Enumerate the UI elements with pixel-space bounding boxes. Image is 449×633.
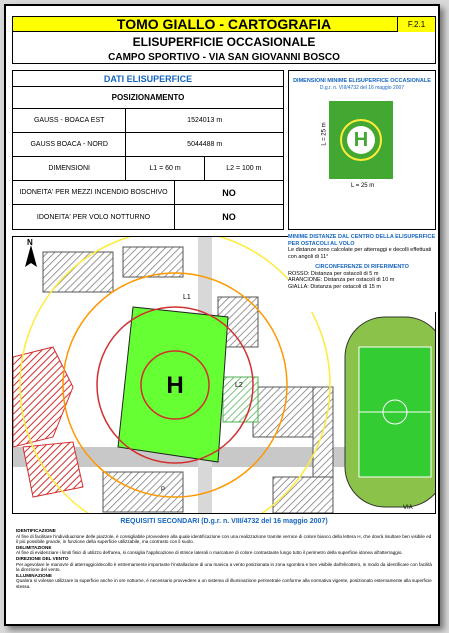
req-illuminazione-text: Qualora si volesse utilizzare la superficie anche in ore notturne, è necessario provvedere a un sistema di illuminazione perimetrale conforme alla normativa vigente, posizionato esternamente alla superficie stessa. [16,578,432,589]
req-vento-text: Per agevolare le manovre di atterraggio/decollo è estremamente importante l'installazione di una manica a vento posizionata in zona sgombra e ben visibile dall'elicottero, in modo da identificare con facilità la direzione del vento. [16,561,432,573]
req-illuminazione-title: ILLUMINAZIONE [16,572,52,578]
legend-orange: ARANCIONE: Distanza per ostacoli di 10 m [288,277,395,283]
dimension-width-label: L = 25 m [351,183,375,189]
gauss-est-value: 1524013 m [187,117,223,124]
requirements-title: REQUISITI SECONDARI (D.g.r. n. VIII/4732 del 16 maggio 2007) [120,518,328,525]
dimension-panel [288,70,436,230]
gauss-nord-value: 5044488 m [187,141,223,148]
req-identificazione-title: IDENTIFICAZIONE [16,528,56,533]
map-legend [288,234,436,312]
north-label: N [27,238,33,247]
data-table-title: DATI ELISUPERFICE [13,71,283,87]
document-code: F.2.1 [397,17,435,32]
incendio-value: NO [222,187,236,198]
header-box [12,16,436,64]
req-delimitazione-title: DELIMITAZIONE [16,544,52,550]
req-delimitazione-text: Al fine di evidenziare i limiti fisici di utilizzo dell'area, si consiglia l'applicazione di strisce laterali o marcature di colore contrastante lungo tutto il perimetro della superficie idonea all'atterraggio. [16,550,403,556]
dimension-panel-subtitle: D.g.r. n. VIII/4732 del 16 maggio 2007 [319,85,405,91]
helipad-circle [340,119,382,161]
map-h-icon: H [166,372,184,399]
notturno-value: NO [222,212,236,222]
helipad-square [329,101,393,179]
gauss-est-label: GAUSS - BOACA EST [13,109,126,132]
helipad-h-icon: H [347,126,375,154]
posizionamento-header: POSIZIONAMENTO [111,93,185,102]
legend-yellow: GIALLA: Distanza per ostacoli di 15 m [288,283,381,290]
document-subtitle: ELISUPERFICIE OCCASIONALE [132,35,316,49]
gauss-nord-label: GAUSS BOACA - NORD [13,133,126,156]
parking-label: P [161,487,166,493]
document-title: TOMO GIALLO - CARTOGRAFIA [13,17,435,32]
map-l2-label: L2 [235,382,243,389]
table-row [13,205,283,229]
dimension-length-label: L = 25 m [321,122,328,146]
legend-min-text: Le distanze sono calcolate per atterraggi e decolli effettuati con angoli di 11° [288,247,432,260]
table-row [13,133,283,157]
table-row [13,181,283,205]
table-row [13,109,283,133]
incendio-label: IDONEITA' PER MEZZI INCENDIO BOSCHIVO [13,181,175,204]
requirements-text [16,528,434,624]
dimension-l1: L1 = 60 m [126,157,204,180]
data-table [12,70,284,230]
dimension-l2: L2 = 100 m [226,165,262,172]
legend-min-title: MINIME DISTANZE DAL CENTRO DELLA ELISUPERFICE PER OSTACOLI AL VOLO [288,234,436,247]
req-identificazione-text: Al fine di facilitare l'individuazione delle piazzole, è consigliabile provvedere alla quale identificazione con una realizzazione tramite vernice di colore bianco della lettera H, che dovrà risultare ben visibile ed il più possibile grande, in funzione della superficie utilizzabile, ma contrasto con il suolo. [16,533,432,545]
document-sheet [4,4,440,626]
location-title: CAMPO SPORTIVO - VIA SAN GIOVANNI BOSCO [108,52,340,63]
req-vento-title: DIREZIONE DEL VENTO [16,555,69,561]
legend-red: ROSSO: Distanza per ostacoli di 5 m [288,270,379,277]
dimension-panel-title: DIMENSIONI MINIME ELISUPERFICE OCCASIONALE [293,78,431,84]
table-row [13,87,283,109]
restricted-building [23,442,83,497]
notturno-label: IDONEITA' PER VOLO NOTTURNO [13,205,175,229]
legend-circ-title: CIRCONFERENZE DI RIFERIMENTO [315,264,409,270]
street-label: VIA [403,505,413,511]
map-l1-label: L1 [183,294,191,301]
dimensioni-label: DIMENSIONI [13,157,126,180]
table-row [13,157,283,181]
